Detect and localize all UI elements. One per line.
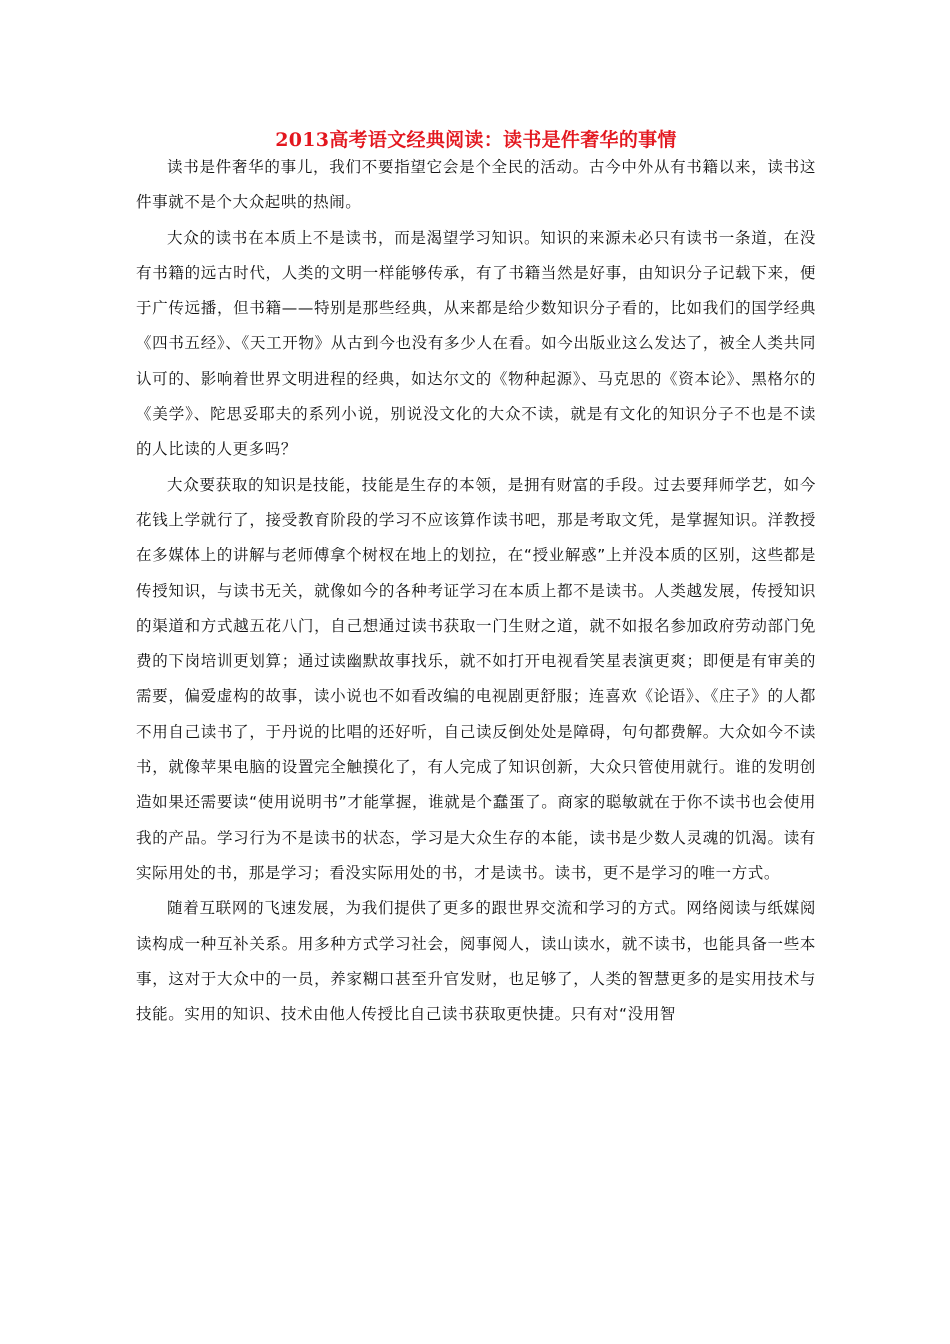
paragraph-2: 大众的读书在本质上不是读书，而是渴望学习知识。知识的来源未必只有读书一条道，在没有书籍的远古时代，人类的文明一样能够传承，有了书籍当然是好事，由知识分子记载下来，便于广传远播，但书籍——特别是那些经典，从来都是给少数知识分子看的，比如我们的国学经典《四书五经》、《天工开物》从古到今也没有多少人在看。如今出版业这么发达了，被全人类共同认可的、影响着世界文明进程的经典，如达尔文的《物种起源》、马克思的《资本论》、黑格尔的《美学》、陀思妥耶夫的系列小说，别说没文化的大众不读，就是有文化的知识分子不也是不读的人比读的人更多吗？ [136,228,816,459]
paragraph-4: 随着互联网的飞速发展，为我们提供了更多的跟世界交流和学习的方式。网络阅读与纸媒阅读构成一种互补关系。用多种方式学习社会，阅事阅人，读山读水，就不读书，也能具备一些本事，这对于大众中的一员，养家糊口甚至升官发财，也足够了，人类的智慧更多的是实用技术与技能。实用的知识、技术由他人传授比自己读书获取更快捷。只有对“没用智 [136,899,816,1024]
document-title: 2013高考语文经典阅读：读书是件奢华的事情 [275,129,677,151]
document-body [136,150,816,1032]
paragraph-1: 读书是件奢华的事儿，我们不要指望它会是个全民的活动。古今中外从有书籍以来，读书这件事就不是个大众起哄的热闹。 [136,158,816,212]
paragraph-3: 大众要获取的知识是技能，技能是生存的本领，是拥有财富的手段。过去要拜师学艺，如今花钱上学就行了，接受教育阶段的学习不应该算作读书吧，那是考取文凭，是掌握知识。洋教授在多媒体上的讲解与老师傅拿个树杈在地上的划拉，在“授业解惑”上并没本质的区别，这些都是传授知识，与读书无关，就像如今的各种考证学习在本质上都不是读书。人类越发展，传授知识的渠道和方式越五花八门，自己想通过读书获取一门生财之道，就不如报名参加政府劳动部门免费的下岗培训更划算；通过读幽默故事找乐，就不如打开电视看笑星表演更爽；即便是有审美的需要，偏爱虚构的故事，读小说也不如看改编的电视剧更舒服；连喜欢《论语》、《庄子》的人都不用自己读书了，于丹说的比唱的还好听，自己读反倒处处是障碍，句句都费解。大众如今不读书，就像苹果电脑的设置完全触摸化了，有人完成了知识创新，大众只管使用就行。谁的发明创造如果还需要读“使用说明书”才能掌握，谁就是个蠢蛋了。商家的聪敏就在于你不读书也会使用我的产品。学习行为不是读书的状态，学习是大众生存的本能，读书是少数人灵魂的饥渴。读有实际用处的书，那是学习；看没实际用处的书，才是读书。读书，更不是学习的唯一方式。 [136,475,816,882]
